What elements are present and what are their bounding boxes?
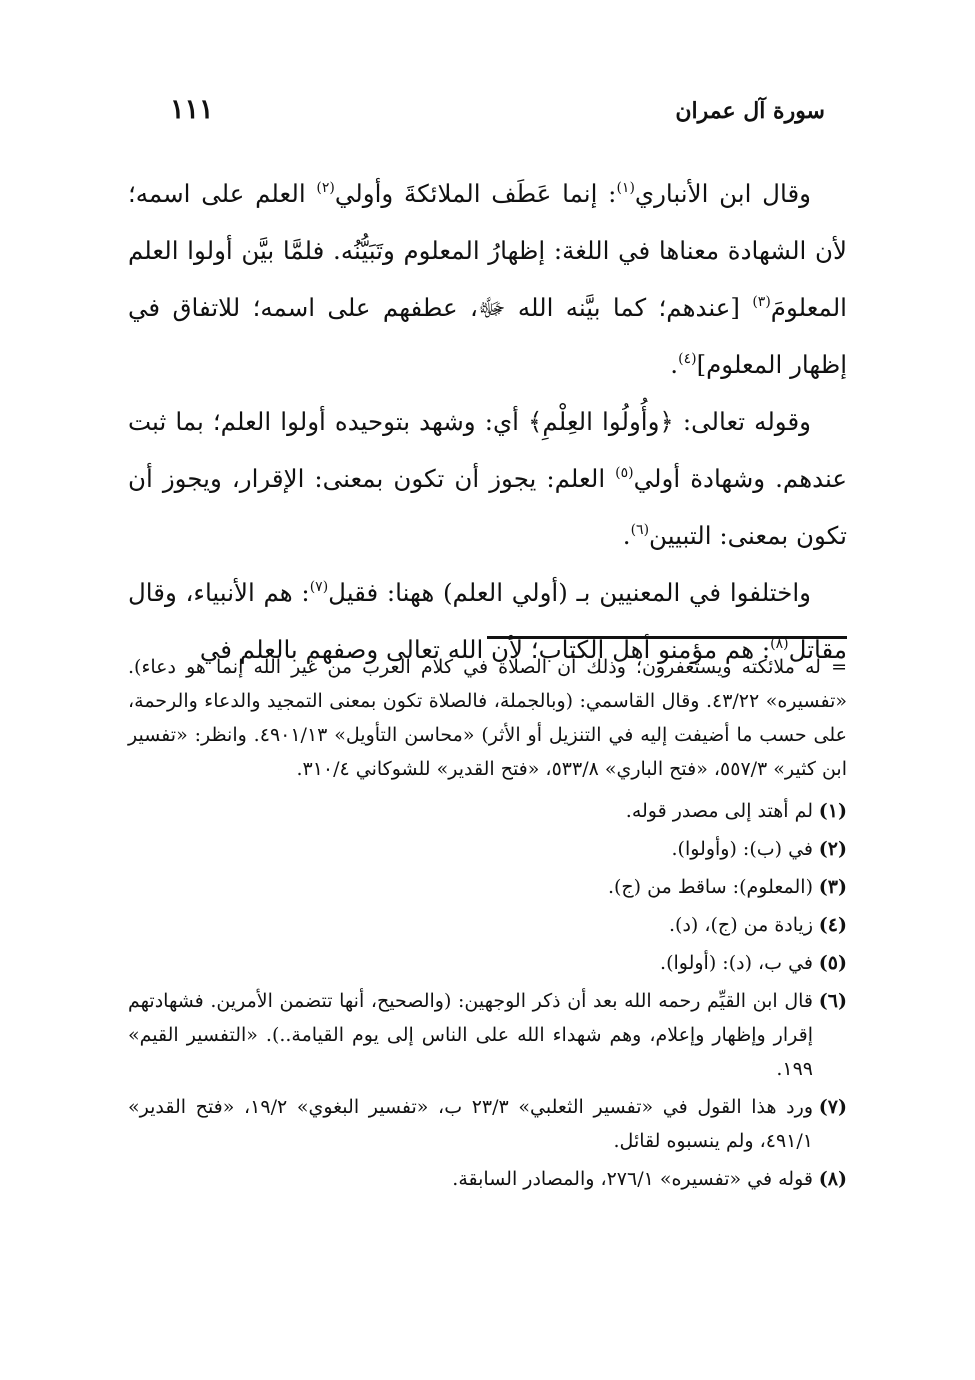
footnote-ref: (٣) — [752, 294, 771, 310]
paragraph-1 — [128, 165, 847, 393]
footnote-continuation: = له ملائكته ويستغفرون؛ وذلك أن الصلاة في كلام العرب من غير الله إنما هو دعاء). «تفسيره» ٤٣/٢٢. وقال القاسمي: (وبالجملة، فالصلاة تكون بمعنى التمجيد والدعاء والرحمة، على حسب ما أضيفت إليه في التنزيل أو الأثر) «محاسن التأويل» ٤٩٠١/١٣. وانظر: «تفسير ابن كثير» ٥٥٧/٣، «فتح الباري» ٥٣٣/٨، «فتح القدير» للشوكاني ٣١٠/٤. — [128, 656, 848, 780]
running-title: سورة آل عمران — [675, 98, 825, 124]
paragraph-2 — [128, 393, 847, 564]
main-text — [128, 165, 847, 678]
text-run: [عندهم؛ كما بيَّنه الله ﷻ، عطفهم على اسمه؛ للاتفاق في إظهار المعلوم] — [128, 293, 847, 379]
footnote-5 — [128, 946, 847, 980]
footnote-text: ورد هذا القول في «تفسير الثعلبي» ٢٣/٣ ب، «تفسير البغوي» ١٩/٢، «فتح القدير» ٤٩١/١، ولم ينسبوه لقائل. — [128, 1096, 813, 1152]
footnote-text: لم أهتد إلى مصدر قوله. — [625, 800, 813, 822]
footnotes — [128, 650, 847, 1200]
footnote-7 — [128, 1090, 847, 1158]
footnote-ref: (٨) — [770, 636, 789, 652]
page-number: ١١١ — [170, 94, 214, 125]
text-run: العلم على اسمه؛ لأن الشهادة معناها في اللغة: إظهارُ المعلوم وتَبَيُّنُه. فلمَّا بيَّن أولوا العلم المعلومَ — [128, 179, 847, 322]
footnote-ref: (٢) — [316, 180, 335, 196]
text-run: . — [670, 350, 679, 379]
footnote-separator — [487, 636, 847, 639]
footnote-number: (٧) — [818, 1096, 847, 1118]
footnote-2 — [128, 832, 847, 866]
text-run: وقوله تعالى: ﴿وأُولُوا العِلْمِ﴾ أي: وشهد بتوحيده أولوا العلم؛ بما ثبت عندهم. وشهادة أولي — [128, 407, 847, 493]
text-run: : هم مؤمنو أهل الكتاب؛ لأن الله تعالى وصفهم بالعلم في — [199, 635, 771, 664]
footnote-number: (٦) — [818, 990, 847, 1012]
footnote-text: (المعلوم): ساقط من (ج). — [607, 876, 813, 898]
footnote-ref: (٤) — [678, 351, 697, 367]
footnote-3 — [128, 870, 847, 904]
footnote-ref: (٥) — [615, 465, 634, 481]
footnote-number: (١) — [818, 800, 847, 822]
footnote-4 — [128, 908, 847, 942]
text-run: : هم الأنبياء، وقال مقاتل — [128, 578, 847, 664]
footnote-number: (٥) — [818, 952, 847, 974]
footnote-text: في (ب): (وأولوا). — [671, 838, 813, 860]
text-run: وقال ابن الأنباري — [634, 179, 811, 208]
footnote-1 — [128, 794, 847, 828]
footnote-ref: (١) — [616, 180, 635, 196]
footnote-6 — [128, 984, 847, 1086]
footnote-text: قال ابن القيِّم رحمه الله بعد أن ذكر الوجهين: (والصحيح، أنها تتضمن الأمرين. فشهادتهم إقرار وإظهار وإعلام، وهم شهداء الله على الناس إلى يوم القيامة..). «التفسير القيم» ١٩٩. — [128, 990, 813, 1080]
text-run: العلم: يجوز أن تكون بمعنى: الإقرار، ويجوز أن تكون بمعنى: التبيين — [128, 464, 847, 550]
footnote-text: قوله في «تفسيره» ٢٧٦/١، والمصادر السابقة. — [452, 1168, 813, 1190]
footnote-number: (٨) — [818, 1168, 847, 1190]
footnote-number: (٣) — [818, 876, 847, 898]
footnote-text: في ب، (د): (أولوا). — [660, 952, 813, 974]
footnote-text: زيادة من (ج)، (د). — [669, 914, 813, 936]
footnote-number: (٤) — [818, 914, 847, 936]
footnote-number: (٢) — [818, 838, 847, 860]
footnote-ref: (٦) — [630, 522, 650, 538]
text-run: : إنما عَطَف الملائكةَ وأولي — [334, 179, 617, 208]
text-run: واختلفوا في المعنيين بـ (أولي العلم) ههنا: فقيل — [328, 578, 811, 607]
footnote-8 — [128, 1162, 847, 1196]
footnote-ref: (٧) — [309, 579, 329, 595]
text-run: . — [622, 521, 631, 550]
page-header — [140, 94, 825, 138]
